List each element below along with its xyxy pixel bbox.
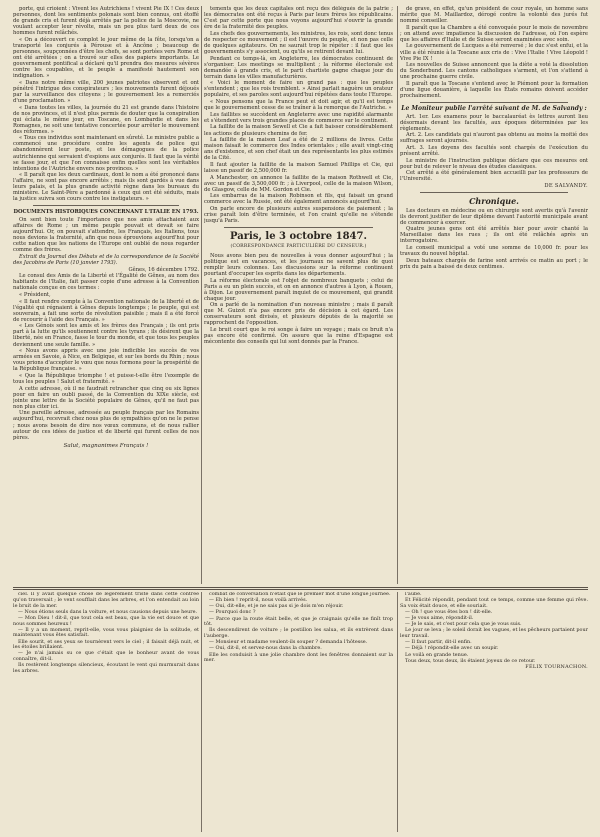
- feuilleton-paragraph: Ils descendirent de voiture ; le postillon les salua, et ils entrèrent dans l'auberge.: [204, 627, 393, 640]
- article-paragraph: « On a découvert ce complot le jour même de la fête, lorsqu'on a transporté les conjurés à Pérouse et à Ancône ; beaucoup de personnes, soupçonnées d'être les chefs, se sont portées vers Rome et ont été arrêtées ; on a trouvé sur elles des papiers importants. Le gouvernement pontifical a déclaré qu'il prendra des mesures sévères contre les coupables, et le peuple a manifesté hautement son indignation. »: [13, 36, 199, 80]
- feuilleton-rule: [13, 587, 588, 588]
- article-paragraph: Pendant ce temps-là, en Angleterre, les démocrates continuent de s'organiser. Les meetings se multiplient ; la réforme électorale est demandée à grands cris, et le parti chartiste gagne chaque jour du terrain dans les villes manufacturières.: [204, 55, 393, 80]
- article-paragraph: « Que la République triomphe ! et puisse-t-elle être l'exemple de tous les peuples ! Salut et fraternité. »: [13, 372, 199, 385]
- feuilleton-paragraph: — Parce que la route était belle, et que je craignais qu'elle ne finît trop tôt.: [204, 615, 393, 628]
- article-paragraph: On a parlé de la nomination d'un nouveau ministre ; mais il paraît que M. Guizot n'a pas encore pris de décision à cet égard. Les conservateurs sont divisés, et plusieurs députés de la majorité se rapprochent de l'opposition.: [204, 302, 393, 327]
- article-paragraph: Le ministre de l'instruction publique déclare que ces mesures ont pour but de relever le niveau des études classiques.: [400, 157, 588, 170]
- feuilleton-paragraph: — Oui, dit-elle, et je ne sais pas si je dois m'en réjouir.: [209, 603, 344, 610]
- section-title: Le Moniteur publie l'arrêté suivant de M. de Salvandy :: [401, 104, 587, 112]
- article-paragraph: Il faut ajouter la faillite de la maison Samuel Phillips et Cie, qui laisse un passif de 2,500,000 fr.: [204, 161, 393, 174]
- article-paragraph: Art. 2. Les candidats qui n'auront pas obtenu au moins la moitié des suffrages seront ajournés.: [400, 132, 588, 145]
- feuilleton-paragraph: — Déjà ! répondit-elle avec un soupir.: [405, 645, 499, 652]
- article-paragraph: « Il paraît que les deux cardinaux, dont le nom a été prononcé dans l'affaire, ne sont pas encore arrêtés ; mais ils sont gardés à vue dans leurs palais, et la plus grande activité règne dans les bureaux du ministère. Le Saint-Père a pardonné à ceux qui ont été séduits, mais la justice suivra son cours contre les instigateurs. »: [13, 172, 199, 203]
- article-paragraph: La faillite de la maison Leaf a été de 2 millions de livres. Cette maison faisait le commerce des Indes orientales ; elle avait vingt-cinq ans d'existence, et son chef était un des représentants les plus estimés de la Cité.: [204, 137, 393, 162]
- article-paragraph: Les docteurs en médecine ou en chirurgie sont avertis qu'à l'avenir ils devront justifier de leur diplôme devant l'autorité municipale avant de commencer à exercer.: [400, 207, 588, 226]
- feuilleton-paragraph: — Mon Dieu ! dit-il, que tout cela est beau, que la vie est douce et que nous sommes heureux !: [13, 614, 199, 627]
- article-paragraph: « Il faut rendre compte à la Convention nationale de la liberté et de l'égalité qui régnaient à Gênes depuis longtemps ; le peuple, qui est souverain, a fait une sorte de révolution paisible ; mais il a été forcé de recourir à l'aide des Français. »: [13, 298, 199, 323]
- article-paragraph: Le conseil municipal a voté une somme de 10,000 fr. pour les travaux du nouvel hôpital.: [400, 245, 588, 258]
- feuilleton-paragraph: — Nous étions seuls dans la voiture, et nous causions depuis une heure.: [18, 608, 198, 615]
- column-1: [13, 6, 199, 584]
- column-rule: [201, 6, 202, 584]
- article-paragraph: « Nous avons appris avec une joie indicible les succès de vos armées en Savoie, à Nice, en Belgique, et sur les bords du Rhin ; nous vous prions d'accepter le vœu que nous formons pour la prospérité de la République française. »: [13, 348, 199, 373]
- feuilleton-signature: FÉLIX TOURNACHON.: [525, 663, 588, 670]
- feuilleton-rule: [13, 589, 588, 590]
- article-paragraph: La faillite de la maison Sewell et Cie a fait baisser considérablement les actions de plusieurs chemins de fer.: [204, 124, 393, 137]
- feuilleton-paragraph: — Oui, dit-il, et servez-nous dans la chambre.: [209, 645, 322, 652]
- article-paragraph: Quatre jeunes gens ont été arrêtés hier pour avoir chanté la Marseillaise dans les rues ; ils ont été relâchés après un interrogatoire.: [400, 226, 588, 245]
- article-paragraph: Le bruit court que le roi songe à faire un voyage ; mais ce bruit n'a pas encore été confirmé. On assure que la reine d'Espagne est mécontente des conseils qui lui sont donnés par la France.: [204, 327, 393, 346]
- feuilleton-paragraph: Elle les conduisit à une jolie chambre dont les fenêtres donnaient sur la mer.: [204, 651, 393, 664]
- correspondence-subhead: (CORRESPONDANCE PARTICULIÈRE DU CENSEUR.): [230, 243, 367, 249]
- article-paragraph: Deux bateaux chargés de farine sont arrivés ce matin au port ; le prix du pain a baissé de deux centimes.: [400, 257, 588, 270]
- article-paragraph: Le consul des Amis de la Liberté et l'Égalité de Gênes, au nom des habitants de l'Italie, fait passer copie d'une adresse à la Convention nationale conçue en ces termes :: [13, 273, 199, 292]
- article-paragraph: On sent bien toute l'importance que nos amis attachaient aux affaires de Rome ; un même peuple pouvait et devait se faire aujourd'hui. Or, on pouvait s'attendre, les Français, les Italiens, tous nous devions la fraternité, afin que nous éprouvions aujourd'hui pour cette nation que les nations de l'Europe ont oublié de nous regarder comme des frères.: [13, 217, 199, 254]
- feuilleton-paragraph: — Je n'ai jamais su ce que c'était que le bonheur avant de vous connaître, dit-il.: [13, 650, 199, 663]
- article-paragraph: « Nous pensons que la France peut et doit agir, et qu'il est temps que le gouvernement cesse de se traîner à la remorque de l'Autriche. »: [204, 99, 393, 112]
- column-2: [204, 6, 393, 584]
- feuilleton-paragraph: — Oh ! que vous êtes bon ! dit-elle.: [405, 609, 493, 616]
- column-rule: [397, 6, 398, 584]
- section-title: DOCUMENTS HISTORIQUES CONCERNANT L'ITALIE EN 1793.: [13, 208, 199, 215]
- separator: [33, 205, 179, 206]
- separator: [224, 227, 373, 228]
- article-paragraph: Le gouvernement de Lucques a été renversé ; le duc s'est enfui, et la ville a été réunie à la Toscane aux cris de : Vive l'Italie ! Vive Léopold ! Vive Pie IX !: [400, 43, 588, 62]
- article-paragraph: « Tous ces individus sont maintenant en sûreté. Le ministre public a commencé une procédure contre les agents de police qui abandonnèrent leur poste, et les démagogues de la police autrichienne qui servaient d'espions aux conjurés. Il faut que la vérité se fasse jour, et que l'on connaisse enfin quelles sont les véritables intentions de l'Autriche envers nos provinces. »: [13, 135, 199, 172]
- feuilleton-paragraph: — Je vous aime, répondit-il.: [405, 615, 474, 622]
- article-paragraph: La réforme électorale est l'objet de nombreux banquets ; celui de Paris a eu un plein succès, et on en annonce d'autres à Lyon, à Rouen, à Dijon. Le gouvernement paraît inquiet de ce mouvement, qui grandit chaque jour.: [204, 277, 393, 302]
- feuilleton-paragraph: — Monsieur et madame veulent-ils souper ? demanda l'hôtesse.: [209, 639, 368, 646]
- article-paragraph: Les faillites se succèdent en Angleterre avec une rapidité alarmante et s'étendent vers trois grandes places de commerce sur le continent.: [204, 111, 393, 124]
- feuilleton-paragraph: Le voilà en grande tenue.: [405, 651, 469, 658]
- article-paragraph: Une pareille adresse, adressée au peuple français par les Romains aujourd'hui, recevrait chez nous plus de sympathies qu'on ne le pense ; nous avons besoin de dire nos vœux communs, et de nous rallier autour de ces idées de justice et de liberté qui furent celles de nos pères.: [13, 410, 199, 441]
- feuilleton-paragraph: — Il faut partir, dit-il enfin.: [405, 639, 472, 646]
- feuilleton-paragraph: — Eh bien ! reprit-il, nous voilà arrivés.: [209, 597, 308, 604]
- feuilleton-paragraph: Elle sourit, et ses yeux se tournèrent vers le ciel ; il faisait déjà nuit, et les étoiles brillaient.: [13, 638, 199, 651]
- article-paragraph: Extrait du Journal des Débats et de la correspondance de la Société des Jacobins de Paris (10 janvier 1793).: [13, 253, 199, 266]
- article-paragraph: porte, qui crioient : Vivent les Autrichiens ! vivent Pie IX ! Ces deux personnes, dont les sentiments polonais sont bien connus, ont étoffé de grands cris et furent déjà arrêtés par la police de la Moscovie, ne voulant accepter leur révolte, mais un peu plus tard deux de ces hommes furent relâchés.: [13, 6, 199, 37]
- column-rule: [201, 592, 202, 832]
- column-3: [400, 6, 588, 584]
- article-paragraph: On parle encore de plusieurs autres suspensions de paiement ; la crise paraît loin d'être terminée, et l'on craint qu'elle ne s'étende jusqu'à Paris.: [204, 206, 393, 225]
- article-paragraph: Les embarras de la maison Robinson et fils, qui faisait un grand commerce avec la Russie, ont été également annoncés aujourd'hui.: [204, 193, 393, 206]
- separator: [420, 192, 568, 193]
- feuilleton-paragraph: Le jour se leva ; le soleil dorait les vagues, et les pêcheurs partaient pour leur travail.: [400, 627, 588, 640]
- article-paragraph: Les chefs des gouvernements, les ministres, les rois, sont donc tenus de respecter ce mouvement ; il est l'œuvre du peuple, et non pas celle de quelques agitateurs. On ne saurait trop le répéter : il faut que les gouvernements s'y associent, ou qu'ils se retirent devant lui.: [204, 30, 393, 55]
- article-paragraph: de grave, en effet, qu'un président de cour royale, un homme sans mérite que M. Maillardoz, dérogé contre la volonté des jurés fut nommé conseiller.: [400, 6, 588, 25]
- article-signature: DE SALVANDY.: [544, 183, 588, 190]
- chronicle-title: Chronique.: [469, 195, 519, 206]
- feuilleton-paragraph: Et Félicité répondit, pendant tout ce temps, comme une femme qui rêve. Sa voix était douce, et elle souriait.: [400, 597, 588, 609]
- feuilleton-paragraph: l'aube.: [405, 592, 422, 597]
- feuilleton-paragraph: Ils restèrent longtemps silencieux, écoutant le vent qui murmurait dans les arbres.: [13, 662, 199, 675]
- feuilleton-column-2: [204, 592, 393, 832]
- article-paragraph: Nous avons bien peu de nouvelles à vous donner aujourd'hui ; la politique est en vacances, et les journaux ne savent plus de quoi remplir leurs colonnes. Les discussions sur la réforme continuent pourtant d'occuper les esprits dans les départements.: [204, 252, 393, 277]
- separator: [420, 102, 568, 103]
- article-paragraph: Il paraît que la Chambre a été convoquée pour le mois de novembre ; on attend avec impatience la discussion de l'adresse, où l'on espère que les affaires d'Italie et de Suisse seront examinées avec soin.: [400, 24, 588, 43]
- article-paragraph: « Voici le moment de faire un grand pas : que les peuples s'entendent ; que les rois tremblent. » Ainsi parlait naguère un orateur populaire, et ses paroles sont aujourd'hui répétées dans toute l'Europe.: [204, 80, 393, 99]
- column-rule: [397, 592, 398, 832]
- article-paragraph: Il paraît que la Toscane s'entend avec le Piémont pour la formation d'une ligue douanière, à laquelle les États romains doivent accéder prochainement.: [400, 80, 588, 100]
- article-paragraph: Cet arrêté a été généralement bien accueilli par les professeurs de l'Université.: [400, 170, 588, 183]
- letter-dateline: Gênes, 16 décembre 1792.: [128, 266, 199, 273]
- feuilleton-paragraph: — Pourquoi donc ?: [209, 609, 256, 616]
- article-paragraph: A cette adresse, où il ne faudrait retrancher que cinq ou six lignes pour en faire un oubli passé, de la Convention du XIXe siècle, est jointe une lettre de la Société populaire de Gênes, qu'il ne faut pas non plus citer ici.: [13, 385, 199, 410]
- article-paragraph: « Président,: [19, 291, 51, 298]
- feuilleton-column-1: [13, 592, 199, 832]
- poem-heading: Salut, magnanimes Français !: [63, 442, 149, 449]
- article-paragraph: « Les Génois sont les amis et les frères des Français ; ils ont pris part à la lutte qu'ils soutiennent contre les tyrans ; ils désirent que la liberté, née en France, fasse le tour du monde, et que tous les peuples deviennent une seule famille. »: [13, 323, 199, 348]
- feuilleton-paragraph: — Je le sais, et c'est pour cela que je vous suis.: [405, 621, 522, 628]
- feuilleton-paragraph: ciel. Il y avait quelque chose de légèrement triste dans cette contrée qu'on traversait ; le vent soufflait dans les arbres, et l'on entendait au loin le bruit de la mer.: [13, 592, 199, 609]
- dateline-headline: Paris, le 3 octobre 1847.: [230, 230, 367, 242]
- article-paragraph: A Manchester, on annonce la faillite de la maison Rothwell et Cie, avec un passif de 3,500,000 fr. ; à Liverpool, celle de la maison Wilson, de Glasgow, celle de MM. Gordon et Cie.: [204, 174, 393, 193]
- feuilleton-column-3: [400, 592, 588, 832]
- feuilleton-paragraph: Tous deux, tous deux, ils étaient joyeux de ce retour.: [405, 657, 536, 664]
- article-paragraph: Les nouvelles de Suisse annoncent que la diète a voté la dissolution du Sonderbund. Les cantons catholiques s'arment, et l'on s'attend à une prochaine guerre civile.: [400, 62, 588, 81]
- article-paragraph: « Dans notre même ville, 200 jeunes patriotes observent et ont pénétré l'intrigue des conspirateurs ; les mouvements furent déjoués par la surveillance des citoyens ; le gouvernement les a remerciés d'une proclamation. »: [13, 79, 199, 104]
- article-paragraph: Art. 1er. Les examens pour le baccalauréat ès lettres auront lieu désormais devant les facultés, aux époques déterminées par les règlements.: [400, 113, 588, 132]
- feuilleton-paragraph: combat de conversation n'était que le premier mot d'une longue journée.: [209, 592, 391, 597]
- article-paragraph: tements que les deux capitales ont reçu des délégués de la patrie ; les démocrates ont été reçus à Paris par leurs frères les républicains. C'est par cette porte que nous voyons aujourd'hui s'ouvrir la grande ère de la fraternité des peuples.: [204, 6, 393, 31]
- article-paragraph: Art. 3. Les doyens des facultés sont chargés de l'exécution du présent arrêté.: [400, 145, 588, 158]
- feuilleton-paragraph: — Il y a un moment, reprit-elle, vous vous plaigniez de la solitude, et maintenant vous êtes satisfait.: [13, 626, 199, 639]
- article-paragraph: « Dans toutes les villes, la journée du 21 est grande dans l'histoire de nos provinces, et il n'est plus permis de douter que la conspiration qui éclata le même jour, en Toscane, en Lombardie et dans les Romagnes, ne soit une tentative concertée pour arrêter le mouvement des réformes. »: [13, 104, 199, 135]
